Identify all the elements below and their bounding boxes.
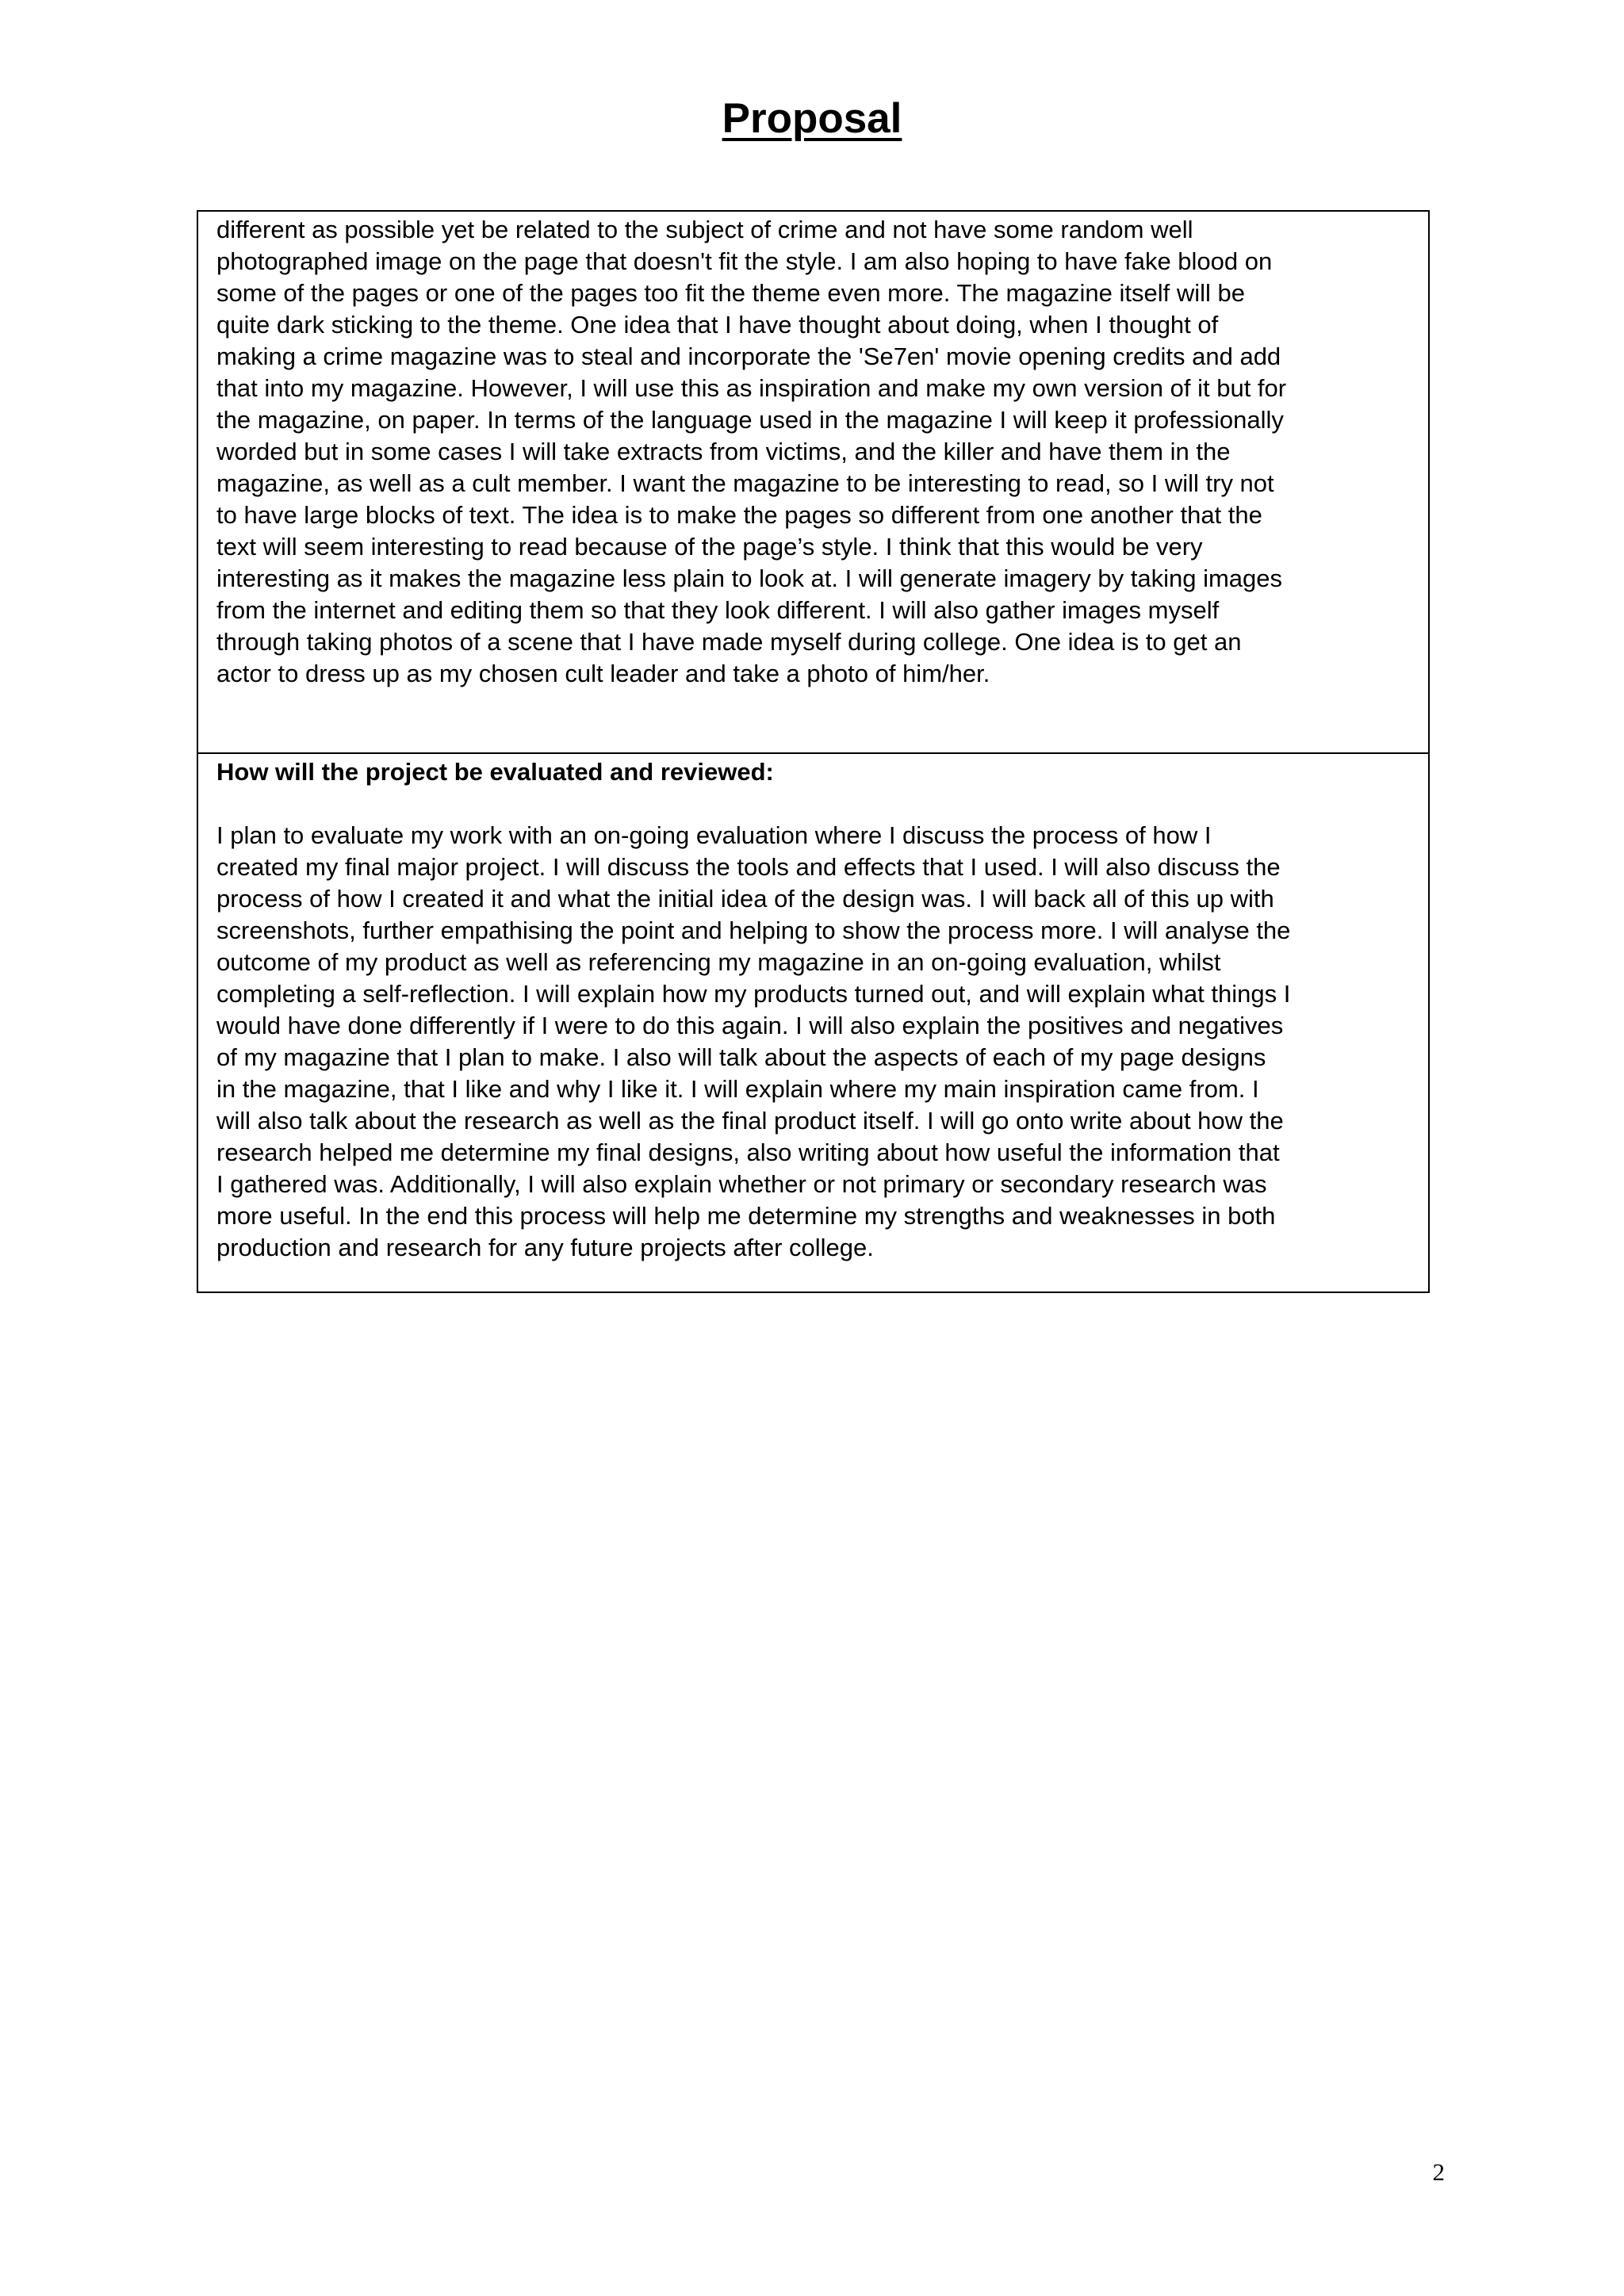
paragraph-line: outcome of my product as well as referencing my magazine in an on-going evaluation, whilst — [216, 948, 1221, 976]
proposal-description-section — [198, 212, 1428, 752]
evaluation-heading: How will the project be evaluated and reviewed: — [216, 758, 774, 786]
paragraph-line: actor to dress up as my chosen cult leader and take a photo of him/her. — [216, 660, 990, 687]
paragraph-line: making a crime magazine was to steal and incorporate the 'Se7en' movie opening credits and add — [216, 342, 1281, 370]
paragraph-line: from the internet and editing them so that they look different. I will also gather images myself — [216, 596, 1220, 624]
paragraph-line: text will seem interesting to read because of the page’s style. I think that this would be very — [216, 533, 1203, 561]
paragraph-line: some of the pages or one of the pages too fit the theme even more. The magazine itself will be — [216, 279, 1246, 307]
paragraph-line: would have done differently if I were to do this again. I will also explain the positives and negatives — [216, 1012, 1284, 1039]
paragraph-line: quite dark sticking to the theme. One idea that I have thought about doing, when I thought of — [216, 311, 1219, 339]
paragraph-line: more useful. In the end this process will help me determine my strengths and weaknesses in both — [216, 1202, 1276, 1230]
paragraph-line: screenshots, further empathising the point and helping to show the process more. I will analyse the — [216, 916, 1291, 944]
paragraph-line: will also talk about the research as well as the final product itself. I will go onto write about how the — [216, 1107, 1284, 1135]
paragraph-line: I plan to evaluate my work with an on-going evaluation where I discuss the process of how I — [216, 821, 1212, 849]
paragraph-line: created my final major project. I will discuss the tools and effects that I used. I will also discuss the — [216, 853, 1281, 881]
paragraph-line: worded but in some cases I will take extracts from victims, and the killer and have them in the — [216, 438, 1231, 465]
paragraph-line: process of how I created it and what the initial idea of the design was. I will back all of this up with — [216, 885, 1274, 913]
paragraph-line: interesting as it makes the magazine less plain to look at. I will generate imagery by taking images — [216, 564, 1283, 592]
paragraph-line: photographed image on the page that doesn't fit the style. I am also hoping to have fake blood on — [216, 247, 1273, 275]
paragraph-line: I gathered was. Additionally, I will also explain whether or not primary or secondary research was — [216, 1170, 1267, 1198]
paragraph-line: of my magazine that I plan to make. I also will talk about the aspects of each of my page designs — [216, 1043, 1266, 1071]
blank-line — [216, 788, 1417, 820]
paragraph-line: to have large blocks of text. The idea is to make the pages so different from one another that the — [216, 501, 1262, 529]
paragraph-line: the magazine, on paper. In terms of the language used in the magazine I will keep it professionally — [216, 406, 1284, 434]
paragraph-line: production and research for any future projects after college. — [216, 1234, 874, 1261]
paragraph-line: magazine, as well as a cult member. I want the magazine to be interesting to read, so I will try not — [216, 469, 1274, 497]
paragraph-line: that into my magazine. However, I will use this as inspiration and make my own version of it but for — [216, 374, 1287, 402]
paragraph-line: completing a self-reflection. I will explain how my products turned out, and will explain what things I — [216, 980, 1291, 1008]
paragraph-line: research helped me determine my final designs, also writing about how useful the information that — [216, 1138, 1280, 1166]
evaluation-section — [198, 752, 1428, 1292]
page-number: 2 — [1432, 2158, 1445, 2186]
paragraph-line: through taking photos of a scene that I have made myself during college. One idea is to get an — [216, 628, 1242, 656]
proposal-box — [197, 210, 1430, 1293]
paragraph-line: in the magazine, that I like and why I like it. I will explain where my main inspiration came from. I — [216, 1075, 1259, 1103]
page-title: Proposal — [722, 95, 902, 142]
paragraph-line: different as possible yet be related to the subject of crime and not have some random well — [216, 216, 1193, 243]
